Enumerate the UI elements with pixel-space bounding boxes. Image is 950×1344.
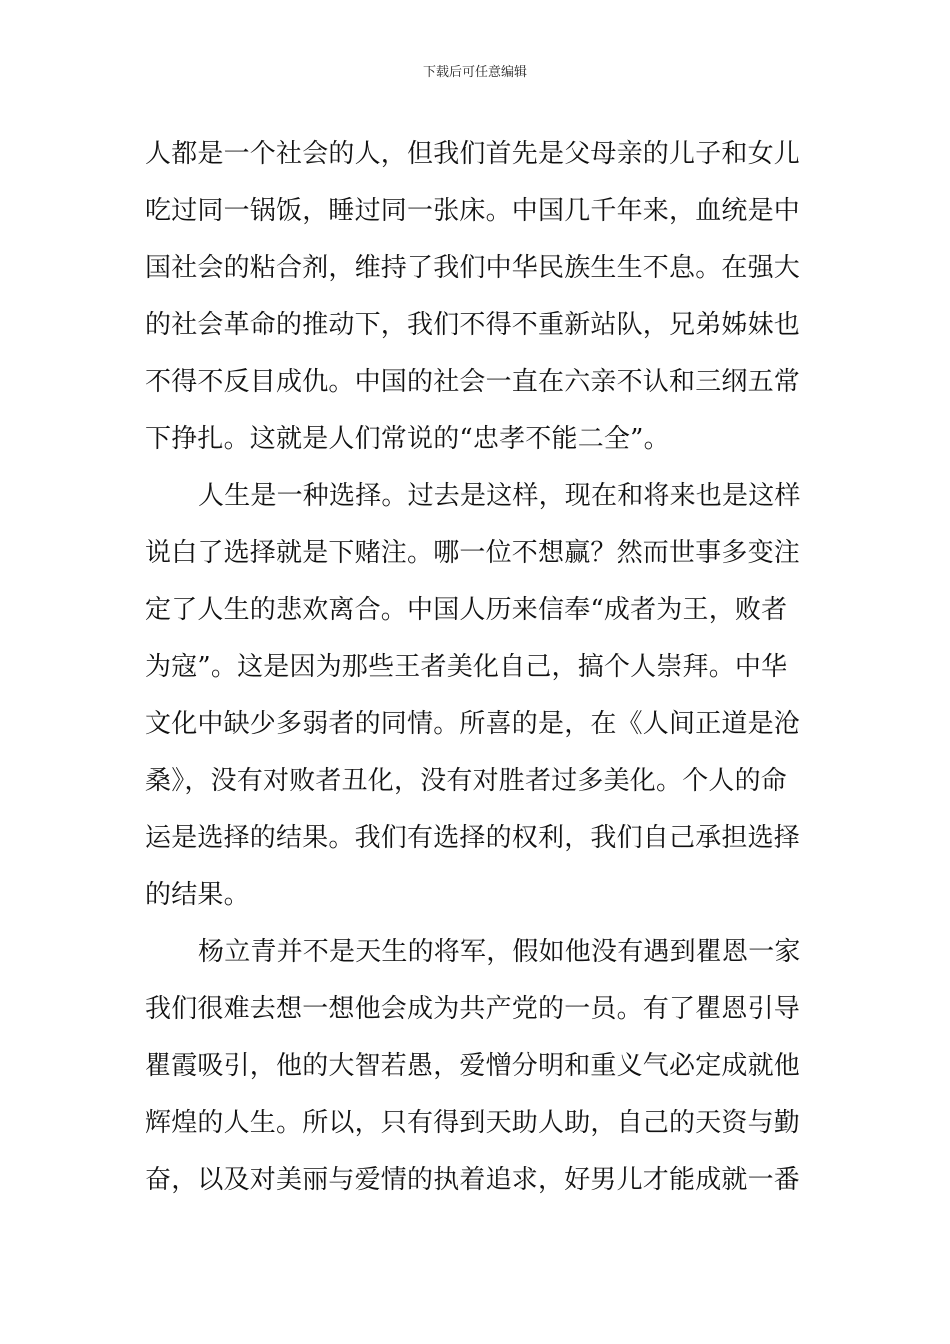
text-line: 桑》，没有对败者丑化，没有对胜者过多美化。个人的命 <box>145 766 788 796</box>
text-line: 为寇”。这是因为那些王者美化自己，搞个人崇拜。中华 <box>145 652 788 682</box>
text-line: 吃过同一锅饭，睡过同一张床。中国几千年来，血统是中 <box>145 196 801 226</box>
text-line: 人生是一种选择。过去是这样，现在和将来也是这样 <box>198 481 801 511</box>
text-line: 的结果。 <box>145 880 250 910</box>
paragraph-1 <box>145 126 805 468</box>
text-line: 奋，以及对美丽与爱情的执着追求，好男儿才能成就一番 <box>145 1165 801 1195</box>
text-line: 瞿霞吸引，他的大智若愚，爱憎分明和重义气必定成就他 <box>145 1051 801 1081</box>
text-line: 下挣扎。这就是人们常说的“忠孝不能二全”。 <box>145 424 670 454</box>
text-line: 辉煌的人生。所以，只有得到天助人助，自己的天资与勤 <box>145 1108 801 1138</box>
paragraph-2 <box>145 468 805 924</box>
page-header: 下载后可任意编辑 <box>422 65 527 80</box>
text-line: 定了人生的悲欢离合。中国人历来信奉“成者为王，败者 <box>145 595 788 625</box>
text-line: 说白了选择就是下赌注。哪一位不想赢？然而世事多变注 <box>145 538 801 568</box>
text-line: 人都是一个社会的人，但我们首先是父母亲的儿子和女儿 <box>145 139 801 169</box>
text-line: 不得不反目成仇。中国的社会一直在六亲不认和三纲五常 <box>145 367 801 397</box>
text-line: 我们很难去想一想他会成为共产党的一员。有了瞿恩引导 <box>145 994 801 1024</box>
text-line: 的社会革命的推动下，我们不得不重新站队，兄弟姊妹也 <box>145 310 801 340</box>
text-line: 文化中缺少多弱者的同情。所喜的是，在《人间正道是沧 <box>145 709 801 739</box>
text-line: 国社会的粘合剂，维持了我们中华民族生生不息。在强大 <box>145 253 801 283</box>
text-line: 杨立青并不是天生的将军，假如他没有遇到瞿恩一家 <box>198 937 801 967</box>
paragraph-3 <box>145 924 805 1209</box>
document-body <box>145 126 805 1209</box>
text-line: 运是选择的结果。我们有选择的权利，我们自己承担选择 <box>145 823 801 853</box>
